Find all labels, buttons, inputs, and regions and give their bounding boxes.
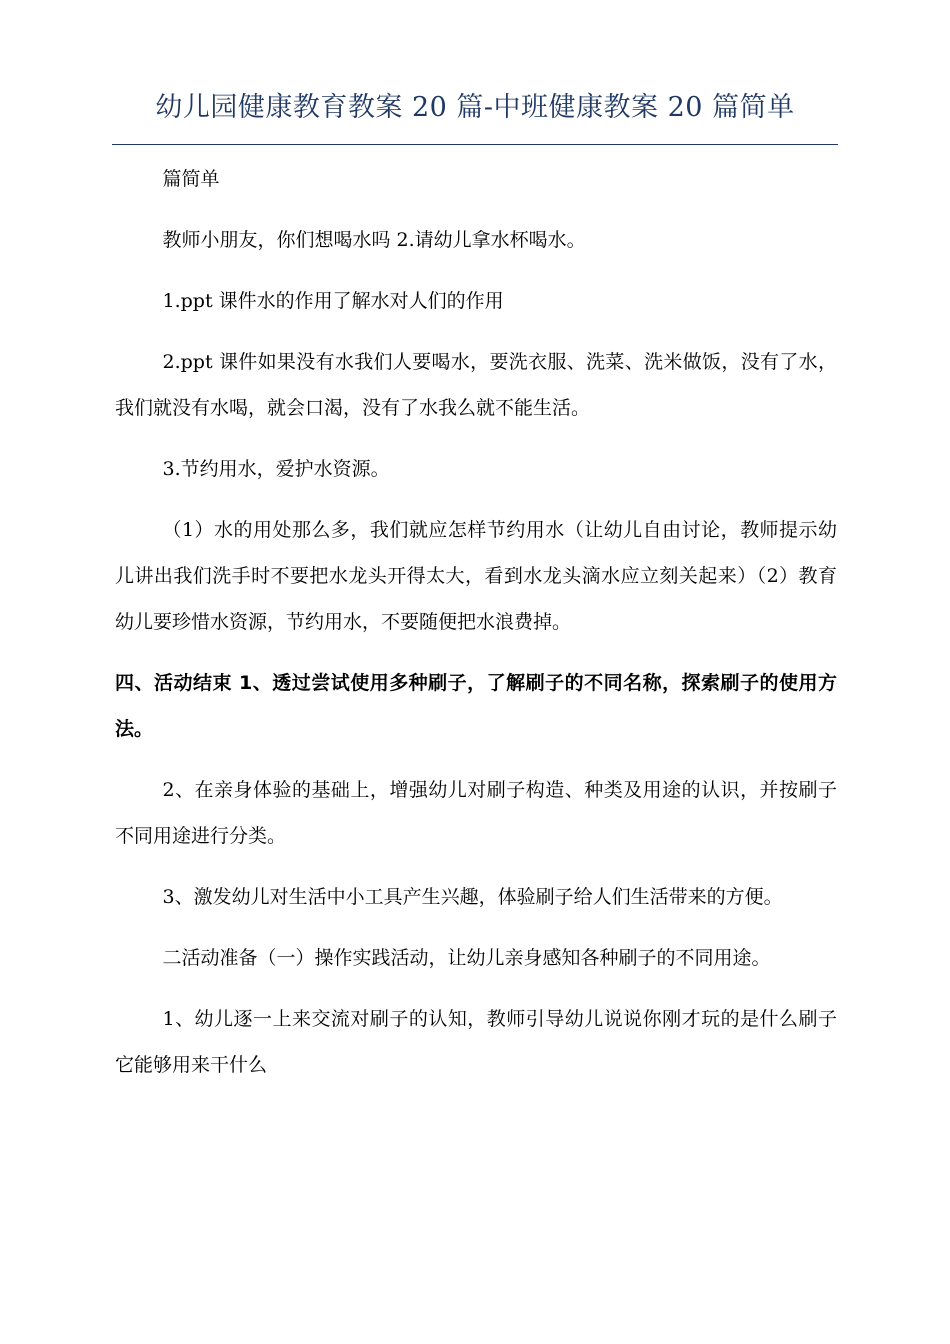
paragraph: 3、激发幼儿对生活中小工具产生兴趣，体验刷子给人们生活带来的方便。: [162, 886, 783, 908]
document-body: [115, 156, 837, 1103]
paragraph: 2.ppt 课件如果没有水我们人要喝水，要洗衣服、洗菜、洗米做饭，没有了水，我们就没有水喝，就会口渴，没有了水我么就不能生活。: [115, 351, 837, 419]
section-heading: 四、活动结束 1、透过尝试使用多种刷子，了解刷子的不同名称，探索刷子的使用方法。: [115, 672, 837, 740]
document-title: 幼儿园健康教育教案 20 篇-中班健康教案 20 篇简单: [155, 92, 795, 123]
paragraph: 3.节约用水，爱护水资源。: [162, 458, 390, 480]
paragraph: 篇简单: [162, 168, 220, 190]
paragraph: 1.ppt 课件水的作用了解水对人们的作用: [162, 290, 504, 312]
paragraph: 教师小朋友，你们想喝水吗 2.请幼儿拿水杯喝水。: [162, 229, 586, 251]
paragraph: 1、幼儿逐一上来交流对刷子的认知，教师引导幼儿说说你刚才玩的是什么刷子它能够用来干什么: [115, 1008, 837, 1076]
paragraph: 二活动准备（一）操作实践活动，让幼儿亲身感知各种刷子的不同用途。: [162, 947, 771, 969]
page-header: [112, 88, 838, 145]
paragraph: （1）水的用处那么多，我们就应怎样节约用水（让幼儿自由讨论，教师提示幼儿讲出我们洗手时不要把水龙头开得太大，看到水龙头滴水应立刻关起来）（2）教育幼儿要珍惜水资源，节约用水，不要随便把水浪费掉。: [115, 519, 837, 633]
paragraph: 2、在亲身体验的基础上，增强幼儿对刷子构造、种类及用途的认识，并按刷子不同用途进行分类。: [115, 779, 837, 847]
